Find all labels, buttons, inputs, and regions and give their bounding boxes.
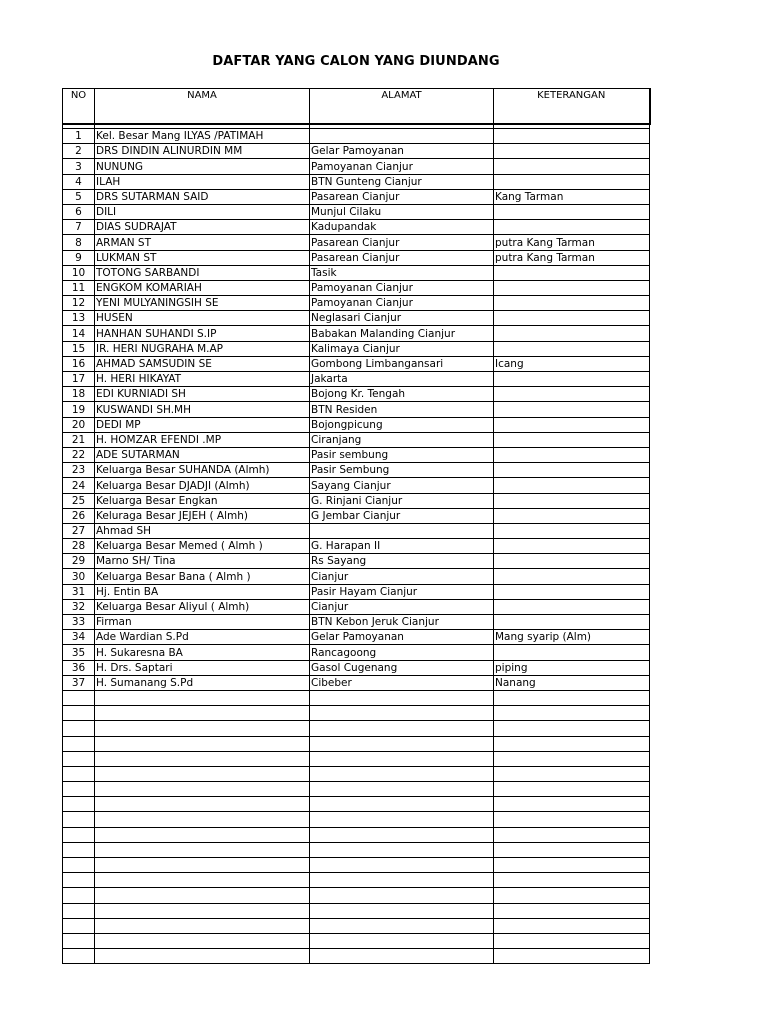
empty-cell <box>63 827 95 842</box>
empty-cell <box>310 751 494 766</box>
table-row <box>63 660 650 675</box>
empty-cell <box>494 706 650 721</box>
cell-nama: DIAS SUDRAJAT <box>95 220 310 235</box>
cell-keterangan: piping <box>494 660 650 675</box>
cell-keterangan <box>494 447 650 462</box>
cell-nama: Keluarga Besar Memed ( Almh ) <box>95 539 310 554</box>
table-row <box>63 599 650 614</box>
table-row <box>63 311 650 326</box>
empty-cell <box>95 949 310 964</box>
cell-alamat: Munjul Cilaku <box>310 204 494 219</box>
empty-cell <box>63 721 95 736</box>
cell-no: 34 <box>63 630 95 645</box>
empty-cell <box>494 736 650 751</box>
empty-cell <box>95 751 310 766</box>
empty-cell <box>310 918 494 933</box>
cell-no: 11 <box>63 280 95 295</box>
empty-cell <box>494 721 650 736</box>
empty-cell <box>95 873 310 888</box>
empty-cell <box>63 858 95 873</box>
cell-alamat: Sayang Cianjur <box>310 478 494 493</box>
empty-cell <box>310 842 494 857</box>
cell-no: 36 <box>63 660 95 675</box>
cell-nama: KUSWANDI SH.MH <box>95 402 310 417</box>
empty-cell <box>494 918 650 933</box>
cell-no: 17 <box>63 372 95 387</box>
empty-cell <box>95 797 310 812</box>
empty-row <box>63 690 650 705</box>
table-row <box>63 159 650 174</box>
table-row <box>63 675 650 690</box>
cell-alamat: Bojong Kr. Tengah <box>310 387 494 402</box>
cell-keterangan <box>494 326 650 341</box>
cell-keterangan <box>494 402 650 417</box>
cell-no: 3 <box>63 159 95 174</box>
cell-alamat <box>310 523 494 538</box>
cell-nama: ARMAN ST <box>95 235 310 250</box>
cell-no: 5 <box>63 189 95 204</box>
empty-cell <box>63 949 95 964</box>
cell-alamat: Neglasari Cianjur <box>310 311 494 326</box>
empty-cell <box>310 858 494 873</box>
empty-cell <box>494 782 650 797</box>
cell-keterangan <box>494 508 650 523</box>
table-row <box>63 478 650 493</box>
empty-cell <box>310 721 494 736</box>
cell-no: 30 <box>63 569 95 584</box>
empty-cell <box>63 933 95 948</box>
cell-keterangan <box>494 599 650 614</box>
cell-nama: NUNUNG <box>95 159 310 174</box>
cell-alamat: Tasik <box>310 265 494 280</box>
empty-cell <box>63 736 95 751</box>
cell-nama: DRS SUTARMAN SAID <box>95 189 310 204</box>
cell-no: 35 <box>63 645 95 660</box>
empty-cell <box>310 933 494 948</box>
header-keterangan: KETERANGAN <box>494 89 650 125</box>
table-row <box>63 250 650 265</box>
empty-row <box>63 721 650 736</box>
cell-keterangan: Kang Tarman <box>494 189 650 204</box>
empty-row <box>63 827 650 842</box>
table-row <box>63 387 650 402</box>
empty-row <box>63 736 650 751</box>
cell-nama: DRS DINDIN ALINURDIN MM <box>95 144 310 159</box>
table-row <box>63 463 650 478</box>
empty-cell <box>494 812 650 827</box>
cell-keterangan <box>494 280 650 295</box>
guest-list-table <box>62 88 651 964</box>
cell-alamat: Gelar Pamoyanan <box>310 630 494 645</box>
empty-cell <box>95 888 310 903</box>
table-row <box>63 615 650 630</box>
cell-keterangan <box>494 463 650 478</box>
empty-cell <box>310 736 494 751</box>
cell-nama: Keluarga Besar Bana ( Almh ) <box>95 569 310 584</box>
cell-keterangan: putra Kang Tarman <box>494 250 650 265</box>
cell-no: 27 <box>63 523 95 538</box>
cell-alamat: Pasarean Cianjur <box>310 189 494 204</box>
cell-nama: ADE SUTARMAN <box>95 447 310 462</box>
empty-cell <box>95 812 310 827</box>
empty-cell <box>494 933 650 948</box>
empty-row <box>63 858 650 873</box>
cell-nama: Ahmad SH <box>95 523 310 538</box>
cell-keterangan <box>494 539 650 554</box>
empty-cell <box>63 766 95 781</box>
table-row <box>63 174 650 189</box>
cell-no: 33 <box>63 615 95 630</box>
cell-no: 37 <box>63 675 95 690</box>
cell-nama: TOTONG SARBANDI <box>95 265 310 280</box>
empty-row <box>63 918 650 933</box>
cell-alamat: Gelar Pamoyanan <box>310 144 494 159</box>
cell-nama: YENI MULYANINGSIH SE <box>95 296 310 311</box>
cell-no: 15 <box>63 341 95 356</box>
cell-no: 14 <box>63 326 95 341</box>
cell-no: 7 <box>63 220 95 235</box>
table-row <box>63 630 650 645</box>
cell-alamat: Pasir Hayam Cianjur <box>310 584 494 599</box>
header-no: NO <box>63 89 95 125</box>
cell-keterangan <box>494 523 650 538</box>
empty-cell <box>310 782 494 797</box>
empty-cell <box>63 706 95 721</box>
empty-cell <box>95 842 310 857</box>
empty-cell <box>63 918 95 933</box>
cell-alamat: Cibeber <box>310 675 494 690</box>
cell-keterangan <box>494 129 650 144</box>
empty-cell <box>310 706 494 721</box>
cell-keterangan <box>494 372 650 387</box>
cell-alamat: Kalimaya Cianjur <box>310 341 494 356</box>
cell-no: 13 <box>63 311 95 326</box>
cell-alamat: Pasarean Cianjur <box>310 250 494 265</box>
empty-row <box>63 888 650 903</box>
empty-cell <box>63 842 95 857</box>
cell-alamat: Pasarean Cianjur <box>310 235 494 250</box>
cell-no: 32 <box>63 599 95 614</box>
table-row <box>63 372 650 387</box>
cell-nama: DEDI MP <box>95 417 310 432</box>
table-row <box>63 220 650 235</box>
cell-alamat: Pamoyanan Cianjur <box>310 296 494 311</box>
cell-alamat: Bojongpicung <box>310 417 494 432</box>
table-row <box>63 144 650 159</box>
empty-cell <box>494 842 650 857</box>
cell-nama: LUKMAN ST <box>95 250 310 265</box>
empty-cell <box>63 812 95 827</box>
empty-cell <box>95 827 310 842</box>
cell-alamat: Pamoyanan Cianjur <box>310 280 494 295</box>
table-row <box>63 523 650 538</box>
cell-no: 18 <box>63 387 95 402</box>
cell-keterangan <box>494 478 650 493</box>
empty-cell <box>95 933 310 948</box>
table-row <box>63 356 650 371</box>
cell-nama: H. Sumanang S.Pd <box>95 675 310 690</box>
table-row <box>63 280 650 295</box>
empty-cell <box>494 797 650 812</box>
cell-no: 29 <box>63 554 95 569</box>
empty-row <box>63 706 650 721</box>
cell-no: 1 <box>63 129 95 144</box>
empty-cell <box>95 690 310 705</box>
cell-keterangan <box>494 296 650 311</box>
table-row <box>63 129 650 144</box>
table-row <box>63 235 650 250</box>
cell-alamat: BTN Gunteng Cianjur <box>310 174 494 189</box>
cell-nama: HANHAN SUHANDI S.IP <box>95 326 310 341</box>
cell-keterangan <box>494 432 650 447</box>
cell-keterangan <box>494 220 650 235</box>
cell-nama: Firman <box>95 615 310 630</box>
table-row <box>63 447 650 462</box>
cell-no: 20 <box>63 417 95 432</box>
cell-alamat: Rs Sayang <box>310 554 494 569</box>
cell-alamat: Pasir Sembung <box>310 463 494 478</box>
empty-row <box>63 766 650 781</box>
empty-cell <box>95 736 310 751</box>
cell-keterangan <box>494 387 650 402</box>
cell-keterangan: Nanang <box>494 675 650 690</box>
cell-no: 22 <box>63 447 95 462</box>
cell-alamat <box>310 129 494 144</box>
cell-alamat: Babakan Malanding Cianjur <box>310 326 494 341</box>
empty-row <box>63 751 650 766</box>
empty-cell <box>95 721 310 736</box>
cell-no: 25 <box>63 493 95 508</box>
cell-keterangan: Mang syarip (Alm) <box>494 630 650 645</box>
empty-cell <box>63 903 95 918</box>
cell-alamat: Gombong Limbangansari <box>310 356 494 371</box>
empty-cell <box>494 888 650 903</box>
cell-no: 16 <box>63 356 95 371</box>
empty-cell <box>494 766 650 781</box>
cell-nama: Marno SH/ Tina <box>95 554 310 569</box>
cell-keterangan <box>494 584 650 599</box>
empty-row <box>63 812 650 827</box>
cell-nama: H. HERI HIKAYAT <box>95 372 310 387</box>
table-body <box>63 124 650 964</box>
cell-keterangan <box>494 645 650 660</box>
empty-cell <box>494 858 650 873</box>
cell-nama: H. HOMZAR EFENDI .MP <box>95 432 310 447</box>
table-row <box>63 584 650 599</box>
empty-cell <box>310 797 494 812</box>
cell-alamat: G. Rinjani Cianjur <box>310 493 494 508</box>
cell-keterangan <box>494 569 650 584</box>
cell-no: 10 <box>63 265 95 280</box>
cell-keterangan <box>494 204 650 219</box>
empty-row <box>63 873 650 888</box>
empty-cell <box>310 827 494 842</box>
table-row <box>63 493 650 508</box>
empty-cell <box>63 888 95 903</box>
empty-cell <box>494 903 650 918</box>
cell-keterangan <box>494 554 650 569</box>
cell-keterangan: putra Kang Tarman <box>494 235 650 250</box>
empty-cell <box>310 888 494 903</box>
cell-nama: ENGKOM KOMARIAH <box>95 280 310 295</box>
cell-keterangan <box>494 265 650 280</box>
cell-alamat: Pamoyanan Cianjur <box>310 159 494 174</box>
empty-cell <box>310 949 494 964</box>
cell-alamat: BTN Kebon Jeruk Cianjur <box>310 615 494 630</box>
cell-nama: Keluraga Besar JEJEH ( Almh) <box>95 508 310 523</box>
document-title: DAFTAR YANG CALON YANG DIUNDANG <box>212 54 500 69</box>
empty-cell <box>95 918 310 933</box>
empty-cell <box>310 766 494 781</box>
cell-nama: ILAH <box>95 174 310 189</box>
cell-nama: DILI <box>95 204 310 219</box>
cell-keterangan <box>494 417 650 432</box>
empty-cell <box>95 858 310 873</box>
table-header-row <box>63 89 650 125</box>
header-alamat: ALAMAT <box>310 89 494 125</box>
cell-no: 31 <box>63 584 95 599</box>
cell-nama: Keluarga Besar SUHANDA (Almh) <box>95 463 310 478</box>
empty-cell <box>63 690 95 705</box>
table-row <box>63 189 650 204</box>
empty-row <box>63 903 650 918</box>
empty-cell <box>310 812 494 827</box>
cell-no: 19 <box>63 402 95 417</box>
cell-no: 8 <box>63 235 95 250</box>
table-row <box>63 402 650 417</box>
cell-nama: IR. HERI NUGRAHA M.AP <box>95 341 310 356</box>
empty-cell <box>310 903 494 918</box>
empty-cell <box>494 751 650 766</box>
cell-no: 26 <box>63 508 95 523</box>
table-row <box>63 326 650 341</box>
cell-no: 24 <box>63 478 95 493</box>
empty-cell <box>310 690 494 705</box>
empty-cell <box>494 949 650 964</box>
empty-row <box>63 797 650 812</box>
cell-alamat: Rancagoong <box>310 645 494 660</box>
cell-no: 23 <box>63 463 95 478</box>
cell-alamat: G Jembar Cianjur <box>310 508 494 523</box>
table-row <box>63 554 650 569</box>
cell-alamat: Cianjur <box>310 599 494 614</box>
empty-cell <box>63 782 95 797</box>
cell-keterangan <box>494 311 650 326</box>
cell-nama: H. Drs. Saptari <box>95 660 310 675</box>
cell-nama: Hj. Entin BA <box>95 584 310 599</box>
cell-alamat: Pasir sembung <box>310 447 494 462</box>
cell-keterangan <box>494 174 650 189</box>
cell-alamat: Ciranjang <box>310 432 494 447</box>
table-row <box>63 296 650 311</box>
empty-cell <box>63 797 95 812</box>
table-row <box>63 341 650 356</box>
cell-alamat: BTN Residen <box>310 402 494 417</box>
cell-keterangan: Icang <box>494 356 650 371</box>
empty-cell <box>95 782 310 797</box>
table-row <box>63 569 650 584</box>
empty-row <box>63 933 650 948</box>
cell-no: 6 <box>63 204 95 219</box>
empty-row <box>63 782 650 797</box>
cell-alamat: Cianjur <box>310 569 494 584</box>
empty-row <box>63 842 650 857</box>
table-row <box>63 265 650 280</box>
empty-cell <box>310 873 494 888</box>
cell-no: 4 <box>63 174 95 189</box>
cell-nama: HUSEN <box>95 311 310 326</box>
table-row <box>63 204 650 219</box>
cell-no: 21 <box>63 432 95 447</box>
cell-nama: Keluarga Besar Engkan <box>95 493 310 508</box>
cell-nama: Kel. Besar Mang ILYAS /PATIMAH <box>95 129 310 144</box>
table-row <box>63 645 650 660</box>
cell-nama: Ade Wardian S.Pd <box>95 630 310 645</box>
header-nama: NAMA <box>95 89 310 125</box>
cell-no: 28 <box>63 539 95 554</box>
empty-cell <box>95 903 310 918</box>
table-row <box>63 432 650 447</box>
empty-cell <box>494 690 650 705</box>
table-row <box>63 508 650 523</box>
cell-keterangan <box>494 341 650 356</box>
empty-cell <box>63 751 95 766</box>
empty-cell <box>95 766 310 781</box>
empty-cell <box>63 873 95 888</box>
cell-nama: AHMAD SAMSUDIN SE <box>95 356 310 371</box>
empty-row <box>63 949 650 964</box>
table-row <box>63 417 650 432</box>
cell-nama: Keluarga Besar Aliyul ( Almh) <box>95 599 310 614</box>
cell-nama: H. Sukaresna BA <box>95 645 310 660</box>
cell-keterangan <box>494 144 650 159</box>
cell-nama: EDI KURNIADI SH <box>95 387 310 402</box>
cell-no: 9 <box>63 250 95 265</box>
cell-alamat: Gasol Cugenang <box>310 660 494 675</box>
cell-alamat: Jakarta <box>310 372 494 387</box>
empty-cell <box>95 706 310 721</box>
cell-keterangan <box>494 159 650 174</box>
cell-no: 2 <box>63 144 95 159</box>
table-row <box>63 539 650 554</box>
cell-nama: Keluarga Besar DJADJI (Almh) <box>95 478 310 493</box>
empty-cell <box>494 873 650 888</box>
empty-cell <box>494 827 650 842</box>
cell-keterangan <box>494 615 650 630</box>
cell-no: 12 <box>63 296 95 311</box>
cell-keterangan <box>494 493 650 508</box>
cell-alamat: G. Harapan II <box>310 539 494 554</box>
cell-alamat: Kadupandak <box>310 220 494 235</box>
